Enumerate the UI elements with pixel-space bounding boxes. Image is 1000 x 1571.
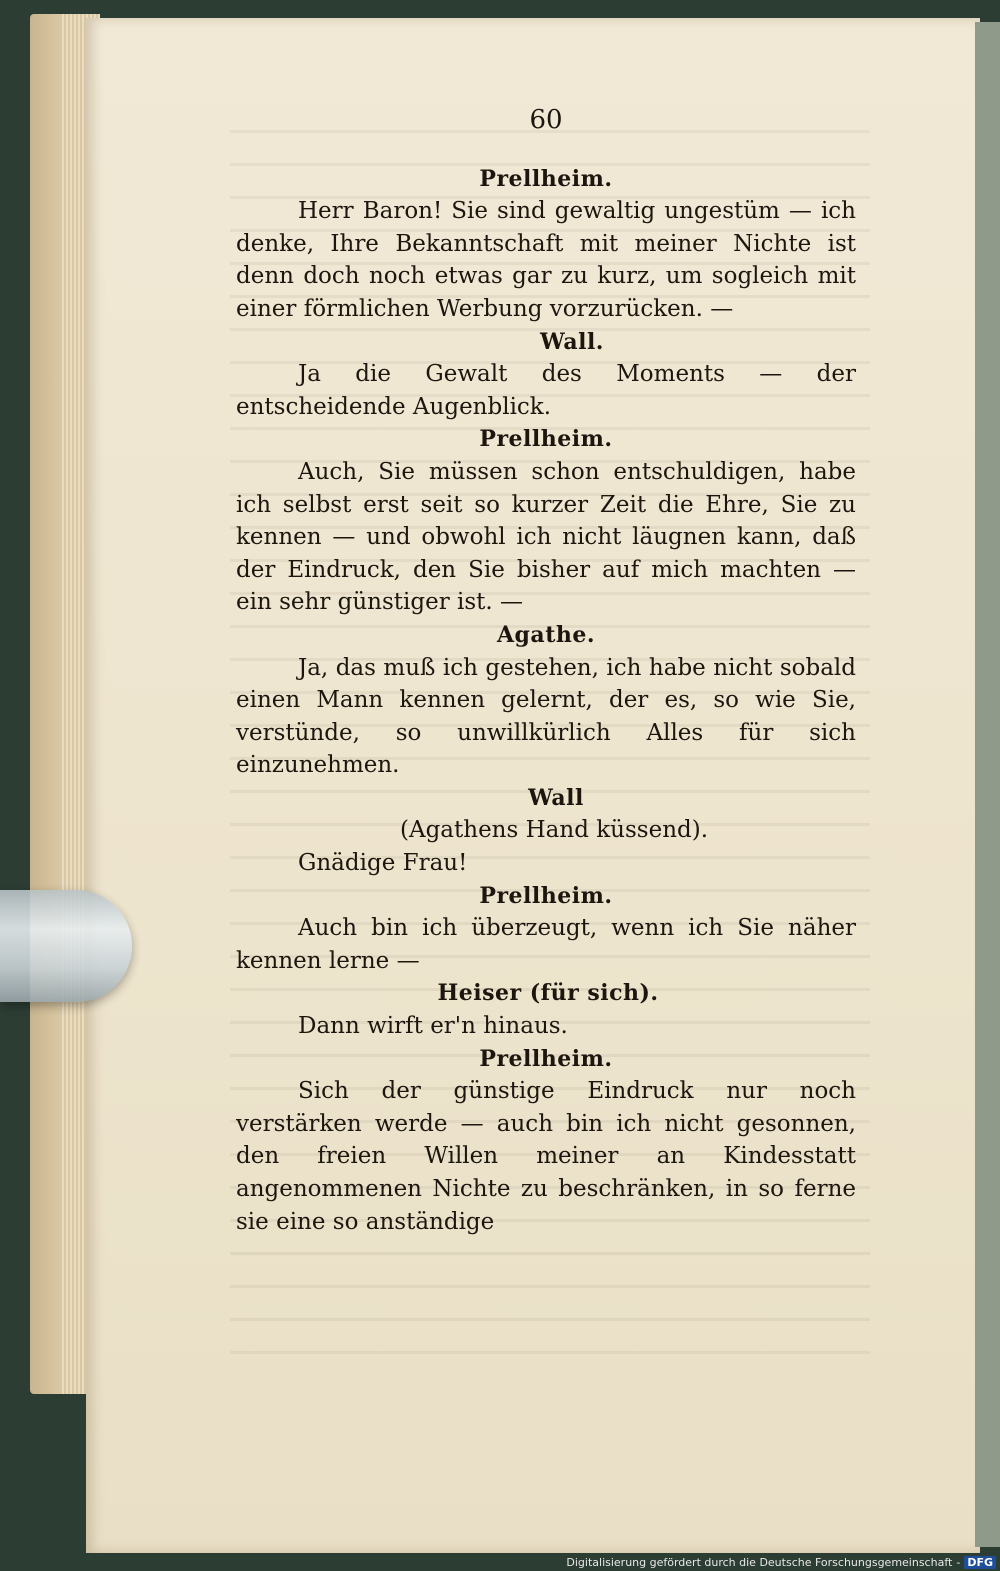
speaker-name: Agathe. bbox=[496, 621, 596, 648]
dialogue-paragraph: Sich der günstige Eindruck nur noch verstärken werde — auch bin ich nicht gesonnen, den freien Willen meiner an Kindesstatt angenommenen Nichte zu beschränken, in so ferne sie eine so anständige bbox=[236, 1078, 856, 1235]
dialogue-paragraph: Ja, das muß ich gestehen, ich habe nicht sobald einen Mann kennen gelernt, der es, so wie Sie, verstünde, so unwillkürlich Alles für sich einzunehmen. bbox=[236, 654, 856, 779]
speaker-name: Wall. bbox=[540, 328, 604, 355]
stage-direction: (Agathens Hand küssend). bbox=[400, 817, 709, 844]
dfg-logo-icon: DFG bbox=[964, 1556, 996, 1569]
dialogue-paragraph: Auch bin ich überzeugt, wenn ich Sie näher kennen lerne — bbox=[236, 915, 856, 974]
digitization-credit: Digitalisierung gefördert durch die Deutsche Forschungsgemeinschaft - DFG bbox=[566, 1556, 996, 1569]
dialogue-paragraph: Auch, Sie müssen schon entschuldigen, habe ich selbst erst seit so kurzer Zeit die Ehre, Sie zu kennen — und obwohl ich nicht läugnen kann, daß der Eindruck, den Sie bisher auf mich machten — ein sehr günstiger ist. — bbox=[236, 458, 856, 616]
speaker-name: Prellheim. bbox=[479, 1045, 613, 1072]
dialogue-paragraph: Ja die Gewalt des Moments — der entscheidende Augenblick. bbox=[236, 361, 856, 420]
dialogue-paragraph: Gnädige Frau! bbox=[298, 850, 468, 877]
speaker-name: Heiser (für sich). bbox=[437, 980, 659, 1007]
speaker-name: Prellheim. bbox=[479, 882, 613, 909]
page-right-edge bbox=[975, 22, 1000, 1547]
page-number: 60 bbox=[529, 105, 563, 135]
speaker-name: Prellheim. bbox=[479, 426, 613, 453]
speaker-name: Prellheim. bbox=[479, 165, 613, 192]
speaker-name: Wall bbox=[528, 784, 584, 811]
page-text bbox=[236, 104, 856, 1238]
dialogue-paragraph: Dann wirft er'n hinaus. bbox=[298, 1013, 568, 1040]
page-holder-clip bbox=[0, 890, 132, 1002]
credit-text: Digitalisierung gefördert durch die Deutsche Forschungsgemeinschaft bbox=[566, 1556, 953, 1569]
dialogue-paragraph: Herr Baron! Sie sind gewaltig ungestüm — ich denke, Ihre Bekanntschaft mit meiner Nichte ist denn doch noch etwas gar zu kurz, um sogleich mit einer förmlichen Werbung vorzurücken. — bbox=[236, 198, 856, 322]
